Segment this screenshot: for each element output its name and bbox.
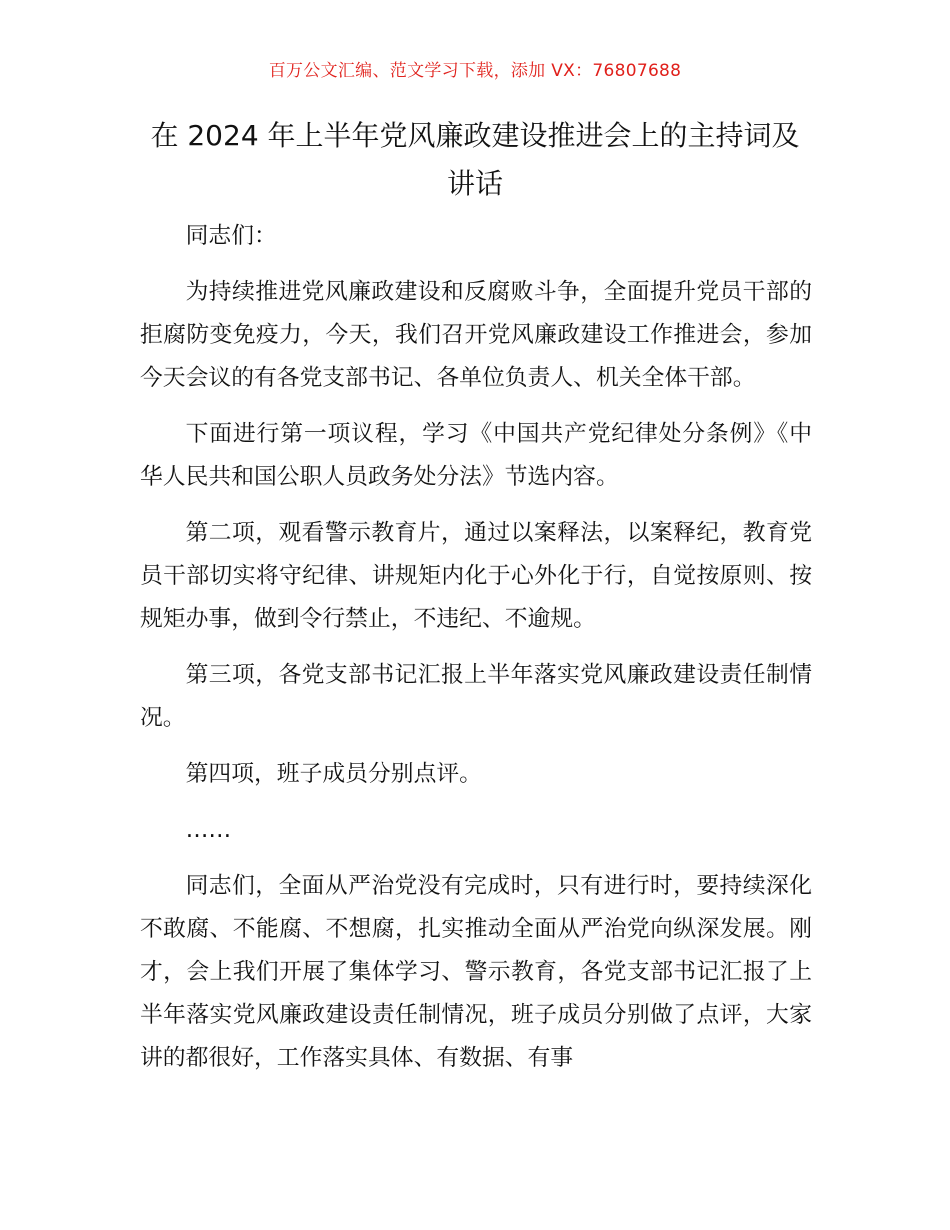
paragraph-intro: 为持续推进党风廉政建设和反腐败斗争，全面提升党员干部的拒腐防变免疫力，今天，我们召开党风廉政建设工作推进会，参加今天会议的有各党支部书记、各单位负责人、机关全体干部。 [140,279,812,391]
paragraph-agenda-2: 第二项，观看警示教育片，通过以案释法，以案释纪，教育党员干部切实将守纪律、讲规矩内化于心外化于行，自觉按原则、按规矩办事，做到令行禁止，不违纪、不逾规。 [140,520,812,632]
paragraph-speech: 同志们，全面从严治党没有完成时，只有进行时，要持续深化不敢腐、不能腐、不想腐，扎实推动全面从严治党向纵深发展。刚才，会上我们开展了集体学习、警示教育，各党支部书记汇报了上半年落实党风廉政建设责任制情况，班子成员分别做了点评，大家讲的都很好，工作落实具体、有数据、有事 [140,873,812,1071]
paragraph-agenda-4: 第四项，班子成员分别点评。 [185,761,482,787]
watermark-header: 百万公文汇编、范文学习下载，添加 VX：76807688 [268,61,682,81]
paragraph-agenda-3: 第三项，各党支部书记汇报上半年落实党风廉政建设责任制情况。 [140,662,812,731]
paragraph-ellipsis: …… [185,817,232,843]
document-body [140,215,812,1093]
paragraph-agenda-1: 下面进行第一项议程，学习《中国共产党纪律处分条例》《中华人民共和国公职人员政务处分法》节选内容。 [140,421,812,490]
document-title: 在 2024 年上半年党风廉政建设推进会上的主持词及讲话 [150,119,800,200]
paragraph-salutation: 同志们： [185,223,277,249]
